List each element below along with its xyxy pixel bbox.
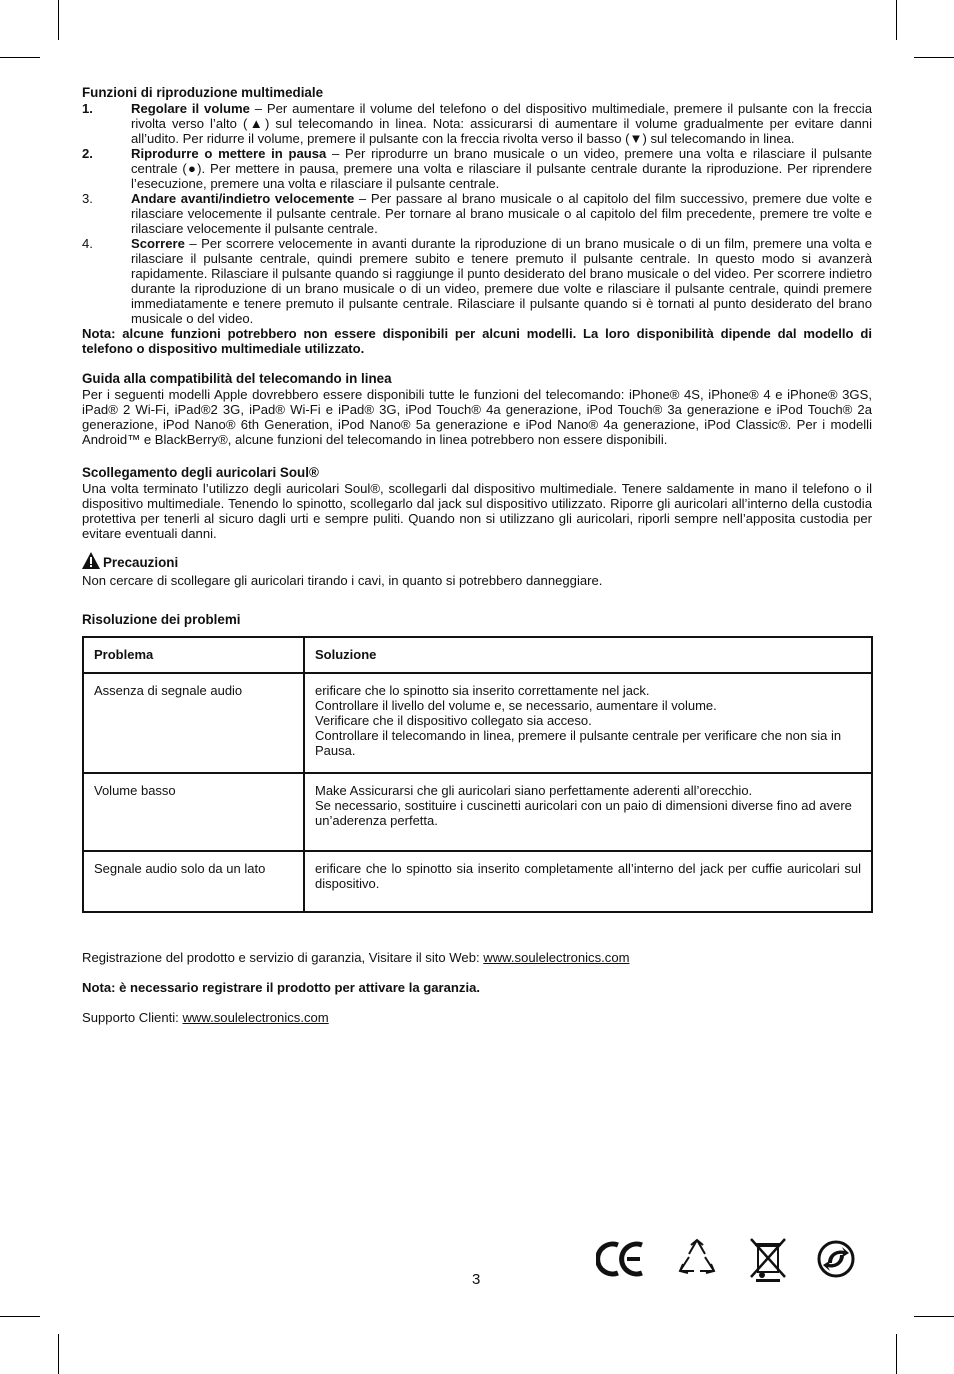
media-note: Nota: alcune funzioni potrebbero non essere disponibili per alcuni modelli. La loro disponibilità dipende dal modello di telefono o dispositivo multimediale utilizzato. [82, 326, 872, 356]
problem-cell: Volume basso [83, 773, 304, 851]
crop-mark [896, 1334, 897, 1374]
table-row [83, 851, 872, 912]
registration-link[interactable]: www.soulelectronics.com [483, 950, 630, 965]
section-title-caution: Precauzioni [103, 555, 179, 570]
crop-mark [914, 57, 954, 58]
solution-line: Verificare che il dispositivo collegato sia acceso. [315, 713, 592, 728]
disconnect-text: Una volta terminato l’utilizzo degli auricolari Soul®, scollegarli dal dispositivo multimediale. Tenere saldamente in mano il telefono o il dispositivo multimediale. Tenendo lo spinotto, scollegarlo dal jack sul dispositivo utilizzato. Riporre gli auricolari all’interno della custodia protettiva per tenerli al sicuro dagli urti e sempre puliti. Quando non si utilizzano gli auricolari, riporli sempre nell’apposita custodia per evitare eventuali danni. [82, 481, 872, 541]
section-title-troubleshooting: Risoluzione dei problemi [82, 612, 241, 627]
page-number: 3 [472, 1271, 481, 1288]
recycle-icon [674, 1237, 720, 1284]
solution-line: Controllare il telecomando in linea, premere il pulsante centrale per verificare che non sia in Pausa. [315, 728, 842, 758]
solution-cell [304, 773, 872, 851]
header-problem: Problema [83, 637, 304, 673]
solution-cell [304, 851, 872, 912]
item-text: – Per riprodurre un brano musicale o un video, premere una volta e rilasciare il pulsante centrale (●). Per mettere in pausa, premere una volta e rilasciare il pulsante centrale durante la riproduzione. Per riprendere l’esecuzione, premere una volta e rilasciare il pulsante centrale. [131, 146, 872, 191]
item-number: 2. [82, 146, 93, 161]
section-title-compat: Guida alla compatibilità del telecomando in linea [82, 371, 392, 386]
item-number: 3. [82, 191, 93, 206]
crop-mark [58, 0, 59, 40]
section-title-media: Funzioni di riproduzione multimediale [82, 85, 324, 100]
list-item [82, 191, 872, 236]
weee-bin-icon [748, 1236, 788, 1285]
compat-text: Per i seguenti modelli Apple dovrebbero essere disponibili tutte le funzioni del telecomando: iPhone® 4S, iPhone® 4 e iPhone® 3GS, iPad® 2 Wi-Fi, iPad®2 3G, iPad® Wi-Fi e iPad® 3G, iPod Touch® 4a generazione, iPod Touch® 3a generazione e iPod Touch® 2a generazione, iPod Nano® 6th Generation, iPod Nano® 5a generazione e iPod Nano® 4a generazione, iPod Classic®. Per i modelli Android™ e BlackBerry®, alcune funzioni del telecomando in linea potrebbero non essere disponibili. [82, 387, 872, 447]
media-list [82, 101, 872, 326]
table-row [83, 673, 872, 773]
item-title: Riprodurre o mettere in pausa [131, 146, 327, 161]
item-text: – Per passare al brano musicale o al capitolo del film successivo, premere due volte e rilasciare velocemente il pulsante centrale. Per tornare al brano musicale o al capitolo del film precedente, premere tre volte e rilasciare velocemente il pulsante centrale. [131, 191, 872, 236]
item-number: 4. [82, 236, 93, 251]
support-text: Supporto Clienti: [82, 1010, 183, 1025]
warranty-note: Nota: è necessario registrare il prodotto per attivare la garanzia. [82, 980, 481, 995]
document-body [82, 85, 872, 1025]
warning-icon [82, 552, 100, 573]
crop-mark [58, 1334, 59, 1374]
table-header-row [83, 637, 872, 673]
crop-mark [0, 57, 40, 58]
support-line [82, 1010, 872, 1025]
item-title: Regolare il volume [131, 101, 250, 116]
solution-line: erificare che lo spinotto sia inserito correttamente nel jack. [315, 683, 650, 698]
section-title-disconnect: Scollegamento degli auricolari Soul® [82, 465, 319, 480]
table-row [83, 773, 872, 851]
item-text: – Per scorrere velocemente in avanti durante la riproduzione di un brano musicale o di un film, premere una volta e rilasciare il pulsante centrale, quindi premere subito e tenere premuto il pulsante centrale. In questo modo si avanzerà rapidamente. Rilasciare il pulsante quando si raggiunge il punto desiderato del brano musicale o del video. Per scorrere indietro durante la riproduzione di un brano musicale o di un video, premere due volte e rilasciare il pulsante centrale, quindi premere immediatamente e tenere premuto il pulsante centrale. Rilasciare il pulsante quando si è tornati al punto desiderato del brano musicale o del video. [131, 236, 872, 326]
registration-line [82, 950, 872, 965]
support-link[interactable]: www.soulelectronics.com [182, 1010, 329, 1025]
troubleshooting-table [82, 636, 873, 913]
ce-mark-icon [596, 1239, 646, 1282]
list-item [82, 146, 872, 191]
problem-cell: Assenza di segnale audio [83, 673, 304, 773]
item-title: Andare avanti/indietro velocemente [131, 191, 355, 206]
list-item [82, 101, 872, 146]
problem-cell: Segnale audio solo da un lato [83, 851, 304, 912]
header-solution: Soluzione [304, 637, 872, 673]
solution-line: Make Assicurarsi che gli auricolari siano perfettamente aderenti all’orecchio. [315, 783, 753, 798]
certification-icons [596, 1236, 856, 1285]
crop-mark [0, 1316, 40, 1317]
registration-text: Registrazione del prodotto e servizio di garanzia, Visitare il sito Web: [82, 950, 484, 965]
green-dot-icon [816, 1239, 856, 1282]
solution-cell [304, 673, 872, 773]
solution-line: Se necessario, sostituire i cuscinetti auricolari con un paio di dimensioni diverse fino ad avere un’aderenza perfetta. [315, 798, 852, 828]
solution-line: erificare che lo spinotto sia inserito completamente all’interno del jack per cuffie auricolari sul dispositivo. [315, 861, 861, 891]
crop-mark [896, 0, 897, 40]
crop-mark [914, 1316, 954, 1317]
list-item [82, 236, 872, 326]
solution-line: Controllare il livello del volume e, se necessario, aumentare il volume. [315, 698, 717, 713]
item-number: 1. [82, 101, 93, 116]
item-title: Scorrere [131, 236, 185, 251]
caution-text: Non cercare di scollegare gli auricolari tirando i cavi, in quanto si potrebbero danneggiare. [82, 573, 603, 588]
item-text: – Per aumentare il volume del telefono o del dispositivo multimediale, premere il pulsante con la freccia rivolta verso l’alto (▲) sul telecomando in linea. Nota: assicurarsi di aumentare il volume gradualmente per evitare danni all’udito. Per ridurre il volume, premere il pulsante con la freccia rivolta verso il basso (▼) sul telecomando in linea. [131, 101, 872, 146]
